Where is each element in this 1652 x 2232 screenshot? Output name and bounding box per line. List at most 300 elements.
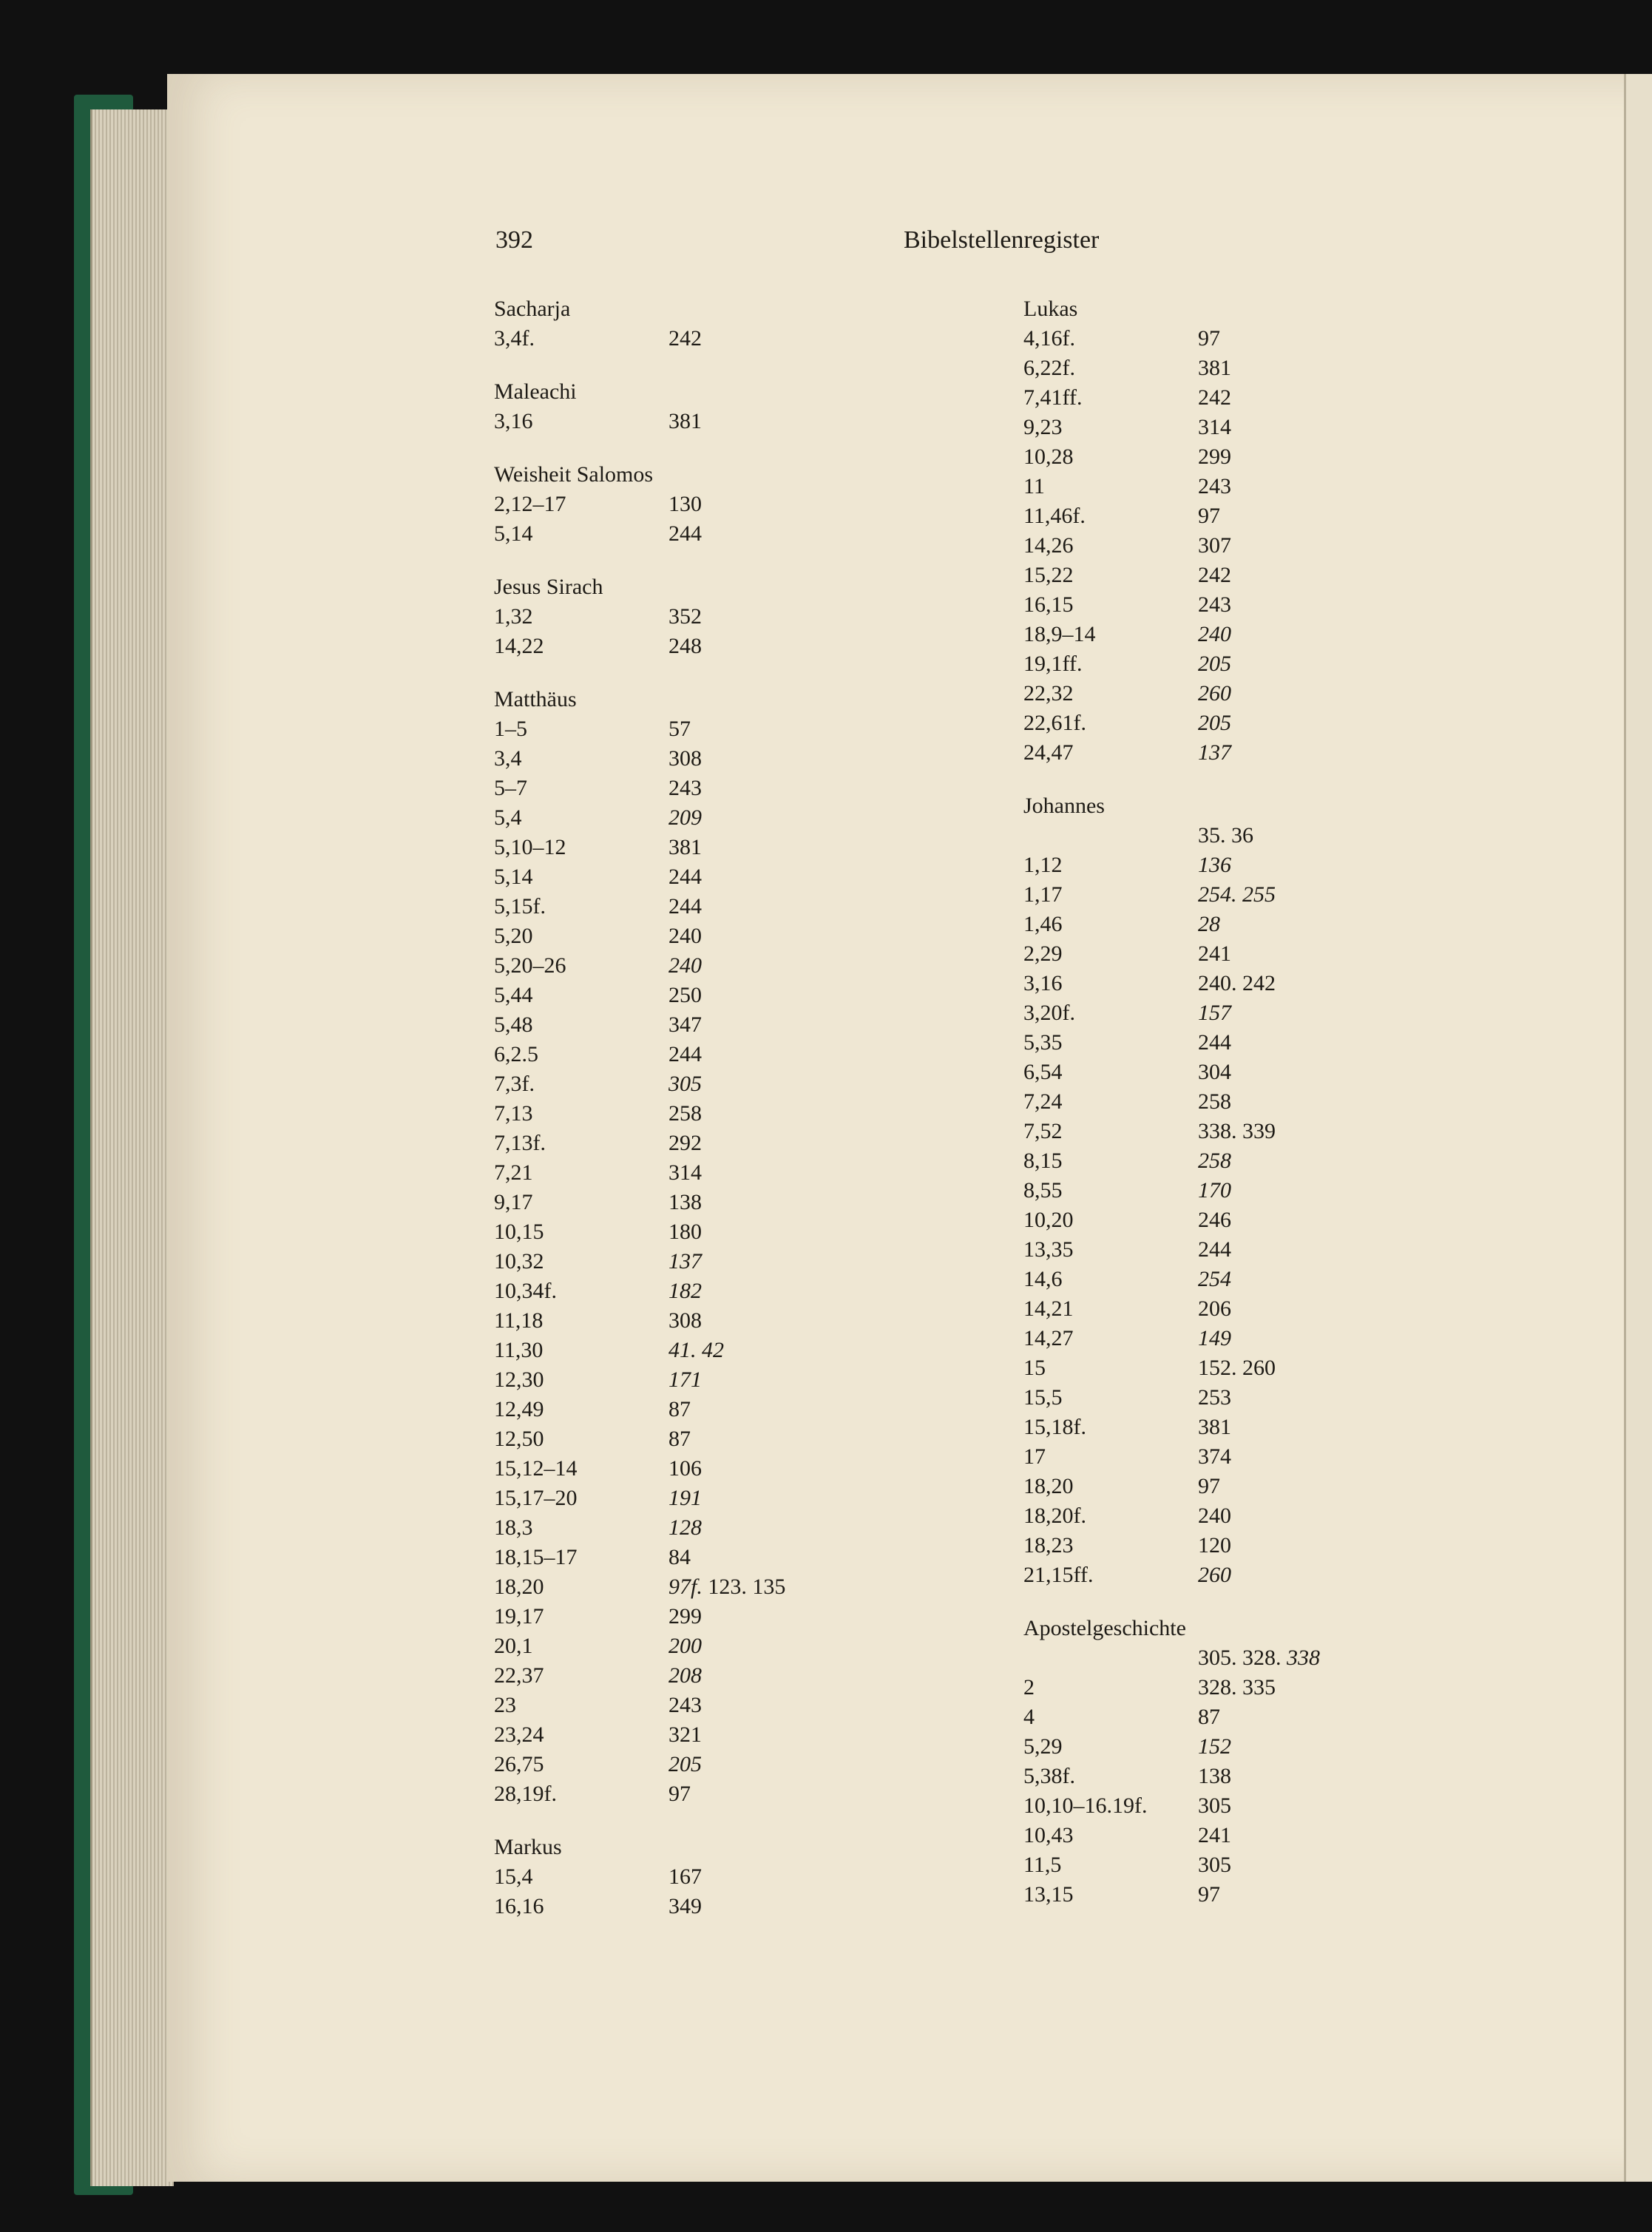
page-ref: 57: [668, 717, 691, 741]
verse-reference: 18,20: [494, 1575, 544, 1599]
page-references: [1198, 324, 1220, 354]
page-references: [668, 324, 702, 354]
page-references: [1198, 939, 1231, 969]
page-references: [668, 1010, 702, 1040]
verse-reference: 5,48: [494, 1012, 533, 1037]
page-references: [1198, 1850, 1231, 1880]
page-ref: 314: [1198, 415, 1231, 439]
page-ref: 381: [668, 409, 702, 433]
page-ref: 182: [668, 1279, 702, 1303]
verse-reference: 23,24: [494, 1722, 544, 1747]
page-ref: 338. 339: [1198, 1119, 1276, 1143]
index-entry: [1023, 679, 1408, 709]
page-ref: 244: [1198, 1030, 1231, 1055]
verse-reference: 4: [1023, 1705, 1035, 1729]
book-heading: Johannes: [1023, 794, 1105, 818]
index-entry: [494, 1099, 879, 1129]
page-references: [1198, 383, 1231, 413]
index-entry: [494, 774, 879, 803]
page-references: [668, 714, 691, 744]
facing-page-edge: [1624, 74, 1652, 2182]
verse-reference: 5,20: [494, 924, 533, 948]
page-references: [1198, 1146, 1231, 1176]
verse-reference: 10,34f.: [494, 1279, 557, 1303]
page-references: [1198, 442, 1231, 472]
verse-reference: 12,50: [494, 1427, 544, 1451]
index-entry: [1023, 1673, 1408, 1702]
page-references: [1198, 531, 1231, 561]
index-entry: [1023, 880, 1408, 910]
verse-reference: 7,13: [494, 1101, 533, 1126]
index-entry: [1023, 910, 1408, 939]
page-references: [668, 490, 702, 519]
index-entry: [1023, 649, 1408, 679]
page-ref: 87: [668, 1427, 691, 1451]
verse-reference: 12,30: [494, 1367, 544, 1392]
page-ref: 242: [668, 326, 702, 351]
page-ref: 352: [668, 604, 702, 629]
verse-reference: 16,16: [494, 1894, 544, 1918]
section-gap: [494, 436, 879, 460]
verse-reference: 1–5: [494, 717, 527, 741]
index-entry: [1023, 1413, 1408, 1442]
index-entry: [1023, 1850, 1408, 1880]
index-entry: [1023, 1117, 1408, 1146]
page-references: [1198, 1673, 1276, 1702]
page-ref: 130: [668, 492, 702, 516]
page-references: [1198, 1880, 1220, 1910]
verse-reference: 5,15f.: [494, 894, 546, 919]
page-references: [668, 1750, 702, 1779]
page-ref: 136: [1198, 853, 1231, 877]
page-references: [1198, 1413, 1231, 1442]
page-references: [1198, 1560, 1231, 1590]
verse-reference: 11,5: [1023, 1853, 1062, 1877]
page-stack-edges: [90, 109, 174, 2186]
page-references: [1198, 1235, 1231, 1265]
verse-reference: 10,43: [1023, 1823, 1074, 1847]
verse-reference: 5,14: [494, 865, 533, 889]
page-ref: 87: [668, 1397, 691, 1421]
index-entry: [494, 1424, 879, 1454]
index-entry: [494, 1862, 879, 1892]
page-ref: 299: [668, 1604, 702, 1629]
book-heading: Sacharja: [494, 297, 571, 321]
index-entry: [1023, 561, 1408, 590]
page-ref: 292: [668, 1131, 702, 1155]
page-references: [668, 519, 702, 549]
page-references: [668, 1543, 691, 1572]
page-ref: 243: [668, 776, 702, 800]
page-references: [1198, 1531, 1231, 1560]
page-references: [668, 1188, 702, 1217]
index-entry: [494, 1040, 879, 1069]
page-references: [1198, 738, 1231, 768]
page-ref: 307: [1198, 533, 1231, 558]
index-entry: [1023, 1791, 1408, 1821]
index-entry: [494, 1395, 879, 1424]
verse-reference: 8,55: [1023, 1178, 1063, 1203]
page-ref: 120: [1198, 1533, 1231, 1558]
verse-reference: 15,12–14: [494, 1456, 578, 1481]
page-ref: 242: [1198, 563, 1231, 587]
index-entry: [494, 833, 879, 862]
index-entry: [1023, 442, 1408, 472]
verse-reference: 19,17: [494, 1604, 544, 1629]
index-entry: [1023, 1087, 1408, 1117]
verse-reference: 6,22f.: [1023, 356, 1075, 380]
index-entry: [1023, 738, 1408, 768]
page-references: [1198, 910, 1220, 939]
verse-reference: 18,23: [1023, 1533, 1074, 1558]
verse-reference: 15,4: [494, 1864, 533, 1889]
index-entry: [494, 951, 879, 981]
page-ref: 97f.: [668, 1575, 703, 1599]
verse-reference: 26,75: [494, 1752, 544, 1776]
page-ref: 328. 335: [1198, 1675, 1276, 1700]
page-references: [1198, 1383, 1231, 1413]
index-entry: [494, 744, 879, 774]
page-references: [1198, 1353, 1276, 1383]
verse-reference: 22,61f.: [1023, 711, 1086, 735]
verse-reference: 2,29: [1023, 941, 1063, 966]
page-references: [1198, 472, 1231, 501]
book-heading: Weisheit Salomos: [494, 462, 654, 487]
verse-reference: 14,6: [1023, 1267, 1063, 1291]
page-ref: 304: [1198, 1060, 1231, 1084]
page-references: [1198, 1205, 1231, 1235]
page-references: [1198, 969, 1276, 998]
index-entry: [494, 1691, 879, 1720]
page-ref: 244: [668, 894, 702, 919]
page-ref: 244: [668, 521, 702, 546]
page-ref: 205: [668, 1752, 702, 1776]
verse-reference: 16,15: [1023, 592, 1074, 617]
page-ref: 240: [668, 924, 702, 948]
verse-reference: 18,20: [1023, 1474, 1074, 1498]
index-entry: [494, 1217, 879, 1247]
page-references: [1198, 1028, 1231, 1058]
index-entry: [1023, 1821, 1408, 1850]
page-references: [1198, 998, 1231, 1028]
page-ref: 260: [1198, 681, 1231, 706]
page-references: [1198, 1702, 1220, 1732]
page-references: [1198, 1472, 1220, 1501]
page-references: [668, 1572, 785, 1602]
page-references: [1198, 679, 1231, 709]
verse-reference: 4,16f.: [1023, 326, 1075, 351]
page-references: [1198, 1643, 1320, 1673]
page-references: [1198, 620, 1231, 649]
page-references: [1198, 1732, 1231, 1762]
page-references: [668, 892, 702, 921]
page-ref: 137: [668, 1249, 702, 1274]
page-references: [668, 1454, 702, 1484]
page-references: [668, 1424, 691, 1454]
page-ref: 258: [1198, 1089, 1231, 1114]
page-references: [668, 862, 702, 892]
page-references: [668, 833, 702, 862]
verse-reference: 11,46f.: [1023, 504, 1086, 528]
index-entry: [1023, 620, 1408, 649]
page-references: [1198, 1176, 1231, 1205]
verse-reference: 15,17–20: [494, 1486, 578, 1510]
page-references: [668, 1720, 702, 1750]
book-heading: Markus: [494, 1835, 562, 1859]
verse-reference: 7,52: [1023, 1119, 1063, 1143]
index-entry: [494, 1158, 879, 1188]
index-entry: [494, 324, 879, 354]
page-ref: 138: [668, 1190, 702, 1214]
page-ref: 374: [1198, 1444, 1231, 1469]
verse-reference: 22,32: [1023, 681, 1074, 706]
index-entry: [1023, 1762, 1408, 1791]
page-ref: 243: [668, 1693, 702, 1717]
verse-reference: 10,15: [494, 1220, 544, 1244]
verse-reference: 7,3f.: [494, 1072, 535, 1096]
page-references: [668, 602, 702, 632]
section-gap: [1023, 1590, 1408, 1614]
page-references: [1198, 1821, 1231, 1850]
section-gap: [494, 1809, 879, 1833]
page-references: [1198, 850, 1231, 880]
verse-reference: 10,28: [1023, 444, 1074, 469]
index-entry: [494, 632, 879, 661]
section-gap: [1023, 768, 1408, 791]
page-references: [668, 951, 702, 981]
page-references: [668, 1306, 702, 1336]
page-ref: 206: [1198, 1296, 1231, 1321]
page-references: [668, 981, 702, 1010]
index-entry: [494, 1543, 879, 1572]
verse-reference: 2: [1023, 1675, 1035, 1700]
page-ref: 347: [668, 1012, 702, 1037]
page-references: [1198, 413, 1231, 442]
page-ref: 254: [1198, 1267, 1231, 1291]
page-ref: 381: [1198, 1415, 1231, 1439]
verse-reference: 2,12–17: [494, 492, 566, 516]
index-entry: [494, 1247, 879, 1276]
index-entry: [1023, 1880, 1408, 1910]
page-references: [668, 1069, 702, 1099]
verse-reference: 3,20f.: [1023, 1001, 1075, 1025]
page-references: [1198, 1087, 1231, 1117]
page-ref: 253: [1198, 1385, 1231, 1410]
page-ref: 191: [668, 1486, 702, 1510]
page-references: [1198, 561, 1231, 590]
verse-reference: 5,44: [494, 983, 533, 1007]
verse-reference: 22,37: [494, 1663, 544, 1688]
book-heading: Maleachi: [494, 379, 577, 404]
verse-reference: 5,14: [494, 521, 533, 546]
verse-reference: 20,1: [494, 1634, 533, 1658]
page-references: [668, 1602, 702, 1631]
verse-reference: 6,54: [1023, 1060, 1063, 1084]
verse-reference: 15,18f.: [1023, 1415, 1086, 1439]
index-entry: [1023, 1176, 1408, 1205]
index-entry: [494, 1602, 879, 1631]
index-entry: [494, 519, 879, 549]
page-ref: 106: [668, 1456, 702, 1481]
index-entry: [494, 803, 879, 833]
book-heading: Apostelgeschichte: [1023, 1616, 1186, 1640]
verse-reference: 24,47: [1023, 740, 1074, 765]
page-ref: 321: [668, 1722, 702, 1747]
index-entry: [494, 1129, 879, 1158]
index-entry: [494, 407, 879, 436]
verse-reference: 14,21: [1023, 1296, 1074, 1321]
page-references: [1198, 649, 1231, 679]
verse-reference: 15,22: [1023, 563, 1074, 587]
page-ref: 167: [668, 1864, 702, 1889]
verse-reference: 10,10–16.19f.: [1023, 1793, 1148, 1818]
verse-reference: 11,18: [494, 1308, 544, 1333]
index-entry: [1023, 709, 1408, 738]
page-ref: 97: [1198, 326, 1220, 351]
page-ref: 28: [1198, 912, 1220, 936]
page-references: [1198, 709, 1231, 738]
verse-reference: 1,32: [494, 604, 533, 629]
index-entry: [494, 862, 879, 892]
page-ref: 258: [668, 1101, 702, 1126]
verse-reference: 9,17: [494, 1190, 533, 1214]
verse-reference: 28,19f.: [494, 1782, 557, 1806]
book-heading: Jesus Sirach: [494, 575, 603, 599]
verse-reference: 1,12: [1023, 853, 1063, 877]
page-ref: 240. 242: [1198, 971, 1276, 995]
verse-reference: 5,10–12: [494, 835, 566, 859]
index-entry: [1023, 1501, 1408, 1531]
page-references: [668, 1779, 691, 1809]
page-ref: 205: [1198, 652, 1231, 676]
index-entry: [1023, 939, 1408, 969]
index-entry: [1023, 472, 1408, 501]
verse-reference: 10,32: [494, 1249, 544, 1274]
verse-reference: 15: [1023, 1356, 1046, 1380]
page-references: [668, 1513, 702, 1543]
page-references: [668, 1336, 724, 1365]
page-ref: 35. 36: [1198, 823, 1253, 848]
verse-reference: 1,17: [1023, 882, 1063, 907]
book-heading: Lukas: [1023, 297, 1078, 321]
page-ref: 138: [1198, 1764, 1231, 1788]
page-ref: 381: [1198, 356, 1231, 380]
page-ref: 250: [668, 983, 702, 1007]
page-ref: 338: [1287, 1646, 1320, 1670]
page-ref: 299: [1198, 444, 1231, 469]
page-references: [1198, 1117, 1276, 1146]
page-ref: 244: [668, 865, 702, 889]
page-ref: 170: [1198, 1178, 1231, 1203]
page-references: [668, 744, 702, 774]
verse-reference: 14,26: [1023, 533, 1074, 558]
index-entry: [1023, 1028, 1408, 1058]
index-entry: [1023, 501, 1408, 531]
page-ref: 97: [1198, 504, 1220, 528]
index-entry: [1023, 969, 1408, 998]
index-entry: [494, 921, 879, 951]
verse-reference: 5,38f.: [1023, 1764, 1075, 1788]
page-references: [668, 1040, 702, 1069]
verse-reference: 1,46: [1023, 912, 1063, 936]
page-ref: 97: [1198, 1474, 1220, 1498]
page-references: [668, 1129, 702, 1158]
page-title: Bibelstellenregister: [904, 226, 1100, 254]
verse-reference: 3,16: [494, 409, 533, 433]
verse-reference: 18,9–14: [1023, 622, 1096, 646]
index-entry: [1023, 1702, 1408, 1732]
page-ref: 209: [668, 805, 702, 830]
index-entry: [1023, 413, 1408, 442]
verse-reference: 11,30: [494, 1338, 544, 1362]
index-entry: [1023, 590, 1408, 620]
page-number: 392: [495, 226, 533, 254]
page-references: [668, 1862, 702, 1892]
section-gap: [494, 661, 879, 685]
index-entry: [1023, 1205, 1408, 1235]
page-references: [1198, 1324, 1231, 1353]
page-ref: 128: [668, 1515, 702, 1540]
verse-reference: 17: [1023, 1444, 1046, 1469]
page-ref: 349: [668, 1894, 702, 1918]
page-ref: 205: [1198, 711, 1231, 735]
page-references: [1198, 1442, 1231, 1472]
page-ref: 244: [668, 1042, 702, 1066]
page-ref: 87: [1198, 1705, 1220, 1729]
page-ref: 308: [668, 1308, 702, 1333]
page-references: [668, 1247, 702, 1276]
page-ref: 240: [668, 953, 702, 978]
verse-reference: 13,15: [1023, 1882, 1074, 1907]
page-references: [668, 1892, 702, 1921]
page-references: [1198, 1791, 1231, 1821]
page-ref: 242: [1198, 385, 1231, 410]
index-entry: [494, 1720, 879, 1750]
section-gap: [494, 549, 879, 572]
verse-reference: 7,41ff.: [1023, 385, 1083, 410]
page-references: [668, 1365, 702, 1395]
index-entry: [494, 714, 879, 744]
index-entry: [494, 1572, 879, 1602]
verse-reference: 8,15: [1023, 1149, 1063, 1173]
page-ref: 243: [1198, 474, 1231, 498]
page-ref: 240: [1198, 622, 1231, 646]
index-entry: [1023, 1265, 1408, 1294]
verse-reference: 3,16: [1023, 971, 1063, 995]
index-entry: [494, 1779, 879, 1809]
index-entry: [1023, 531, 1408, 561]
book-page: [167, 74, 1646, 2182]
page-ref: 254. 255: [1198, 882, 1276, 907]
page-ref: 240: [1198, 1504, 1231, 1528]
verse-reference: 15,5: [1023, 1385, 1063, 1410]
index-entry: [1023, 354, 1408, 383]
index-entry: [494, 490, 879, 519]
verse-reference: 5,29: [1023, 1734, 1063, 1759]
index-entry: [494, 1365, 879, 1395]
page-references: [1198, 354, 1231, 383]
page-ref: 152. 260: [1198, 1356, 1276, 1380]
index-entry: [1023, 1146, 1408, 1176]
index-entry: [494, 602, 879, 632]
page-references: [668, 921, 702, 951]
book-heading: Matthäus: [494, 687, 577, 711]
verse-reference: 12,49: [494, 1397, 544, 1421]
section-gap: [494, 354, 879, 377]
page-ref: 137: [1198, 740, 1231, 765]
verse-reference: 21,15ff.: [1023, 1563, 1094, 1587]
verse-reference: 5,35: [1023, 1030, 1063, 1055]
